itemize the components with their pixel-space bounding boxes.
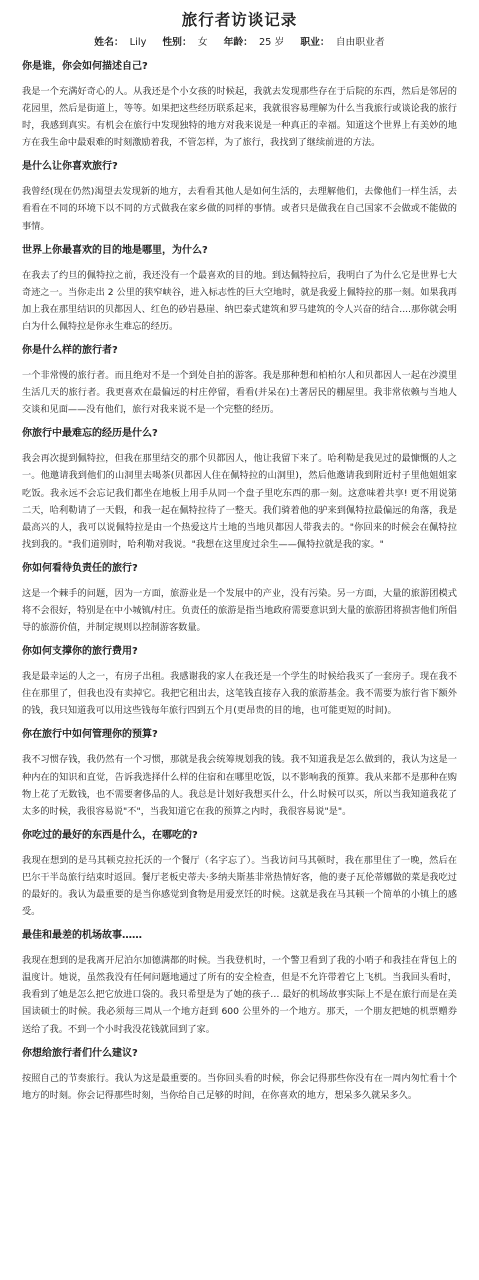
qa-item <box>22 829 457 920</box>
qa-item <box>22 160 457 234</box>
qa-item <box>22 562 457 636</box>
question: 你如何看待负责任的旅行? <box>22 562 138 574</box>
qa-item <box>22 244 457 335</box>
question: 你想给旅行者们什么建议? <box>22 1047 138 1059</box>
answer: 我是最幸运的人之一，有房子出租。我感谢我的家人在我还是一个学生的时候给我买了一套房子。现在我不住在那里了，但我也没有卖掉它。我把它租出去，这笔钱直接存入我的旅游基金。我不需要为旅行省下额外的钱，我只知道我可以用这些钱每年旅行四到五个月(更昂贵的目的地，也可能更短的时间)。 <box>22 671 457 717</box>
profile-gender <box>162 36 207 50</box>
profile-name <box>94 36 146 50</box>
profile-occupation-label: 职业： <box>300 37 330 48</box>
profile-age-label: 年龄： <box>223 37 253 48</box>
profile-gender-value: 女 <box>197 37 208 48</box>
question: 你如何支撑你的旅行费用? <box>22 646 138 658</box>
question: 世界上你最喜欢的目的地是哪里，为什么? <box>22 244 208 256</box>
profile-age <box>224 36 285 50</box>
profile-row <box>22 36 457 50</box>
answer: 我曾经(现在仍然)渴望去发现新的地方，去看看其他人是如何生活的，去理解他们，去像他们一样生活，去看看在不同的环境下以不同的方式做我在家乡做的同样的事情。或者只是做我在自己国家不会做或不能做的事情。 <box>22 186 457 232</box>
question: 最佳和最差的机场故事…… <box>22 930 142 942</box>
profile-name-value: Lily <box>129 37 147 48</box>
profile-gender-label: 性别： <box>162 37 192 48</box>
question: 你吃过的最好的东西是什么，在哪吃的? <box>22 829 198 841</box>
question: 你是谁，你会如何描述自己? <box>22 61 148 72</box>
document-title: 旅行者访谈记录 <box>181 11 298 29</box>
question: 你在旅行中如何管理你的预算? <box>22 729 158 741</box>
answer: 这是一个棘手的问题，因为一方面，旅游业是一个发展中的产业，没有污染。另一方面，大量的旅游团模式将不会很好，特别是在中小城镇/村庄。负责任的旅游是指当地政府需要意识到大量的旅游团将损害他们所倡导的旅游价值，并制定规则以控制游客数量。 <box>22 587 457 634</box>
qa-item <box>22 728 457 819</box>
answer: 我现在想到的是我离开尼泊尔加德满都的时候。当我登机时，一个警卫看到了我的小哨子和我挂在背包上的温度计。她说，虽然我没有任何问题地通过了所有的安全检查，但是不允许带着它上飞机。当我回头看时，我看到了她是怎么把它放进口袋的。我只希望是为了她的孩子… 最好的机场故事实际上不是在旅行而是在美国读硕士的时候。我必须每三周从一个地方赶到 600 公里外的一个地方。那天，一个朋友把她的机票赠券送给了我。不到一个小时我没花钱就回到了家。 <box>22 955 457 1035</box>
qa-item <box>22 60 457 151</box>
qa-item <box>22 427 457 553</box>
qa-item <box>22 1047 457 1104</box>
answer: 在我去了约旦的佩特拉之前，我还没有一个最喜欢的目的地。到达佩特拉后，我明白了为什么它是世界七大奇迹之一。当你走出 2 公里的狭窄峡谷，进入标志性的巨大空地时，就是我爱上佩特拉的那一刻。如果我再加上我在那里结识的贝都因人、红色的砂岩悬崖、纳巴泰式建筑和罗马建筑的令人兴奋的结合....那你就会明白为什么佩特拉是你永生难忘的经历。 <box>22 269 457 332</box>
question: 你旅行中最难忘的经历是什么? <box>22 428 158 440</box>
question: 是什么让你喜欢旅行? <box>22 161 118 173</box>
answer: 我不习惯存钱，我仍然有一个习惯，那就是我会统筹规划我的钱。我不知道我是怎么做到的，我认为这是一种内在的知识和直觉，告诉我选择什么样的住宿和在哪里吃饭，以不影响我的预算。我从来都不是那种在购物上花了无数钱，也不需要奢侈品的人。我总是计划好我想买什么，什么时候可以买，所以当我知道我花了太多的时候，我很容易说"不"，当我知道它在我的预算之内时，我很容易说"是"。 <box>22 754 457 817</box>
answer: 我是一个充满好奇心的人。从我还是个小女孩的时候起，我就去发现那些存在于后院的东西，然后是邻居的花园里，然后是街道上，等等。如果把这些经历联系起来，我就很容易理解为什么当我旅行或谈论我的旅行时，我感到真实。有机会在旅行中发现独特的地方对我来说是一种真正的幸福。知道这个世界上有美妙的地方在我生命中最艰难的时刻激励着我，不管怎样，为了旅行，我找到了继续前进的方法。 <box>22 86 457 149</box>
profile-occupation <box>300 36 384 50</box>
profile-name-label: 姓名： <box>94 37 124 48</box>
qa-item <box>22 929 457 1037</box>
qa-item <box>22 344 457 418</box>
question: 你是什么样的旅行者? <box>22 345 118 357</box>
profile-age-value: 25 岁 <box>258 37 285 48</box>
qa-item <box>22 645 457 719</box>
answer: 我会再次提到佩特拉，但我在那里结交的那个贝都因人，他让我留下来了。哈利勒是我见过的最慷慨的人之一。他邀请我到他们的山洞里去喝茶(贝都因人住在佩特拉的山洞里)，然后他邀请我到附近村子里他姐姐家吃饭。我永远不会忘记我们都坐在地板上用手从同一个盘子里吃东西的那一刻。这意味着共享! 更不用说第二天，哈利勒请了一天假，和我一起在佩特拉待了一整天。我们骑着他的驴来到佩特拉最偏远的角落，我是最高兴的人，我可以说佩特拉是由一个热爱这片土地的当地贝都因人带我去的。"你回来的时候会在佩特拉找到我的。"我们道别时，哈利勒对我说。"我想在这里度过余生——佩特拉就是我的家。" <box>22 453 457 550</box>
answer: 按照自己的节奏旅行。我认为这是最重要的。当你回头看的时候，你会记得那些你没有在一周内匆忙看十个地方的时刻。你会记得那些时刻，当你给自己足够的时间，在你喜欢的地方，想呆多久就呆多久。 <box>22 1072 457 1101</box>
profile-occupation-value: 自由职业者 <box>335 37 385 48</box>
answer: 一个非常慢的旅行者。而且绝对不是一个到处自拍的游客。我是那种想和柏柏尔人和贝都因人一起在沙漠里生活几天的旅行者。我更喜欢在最偏远的村庄停留，看看(并呆在)土著居民的棚屋里。我非常依赖与当地人交谈和见面——没有他们，旅行对我来说不是一个完整的经历。 <box>22 370 457 416</box>
answer: 我现在想到的是马其顿克拉托沃的一个餐厅（名字忘了）。当我访问马其顿时，我在那里住了一晚，然后在巴尔干半岛旅行结束时返回。餐厅老板史蒂夫·多纳夫斯基非常热情好客，他的妻子瓦伦蒂娜做的菜是我吃过的最好的。我认为最重要的是当你感觉到食物是用爱烹饪的时候。这就是我在马其顿一个简单的小镇上的感受。 <box>22 854 457 918</box>
